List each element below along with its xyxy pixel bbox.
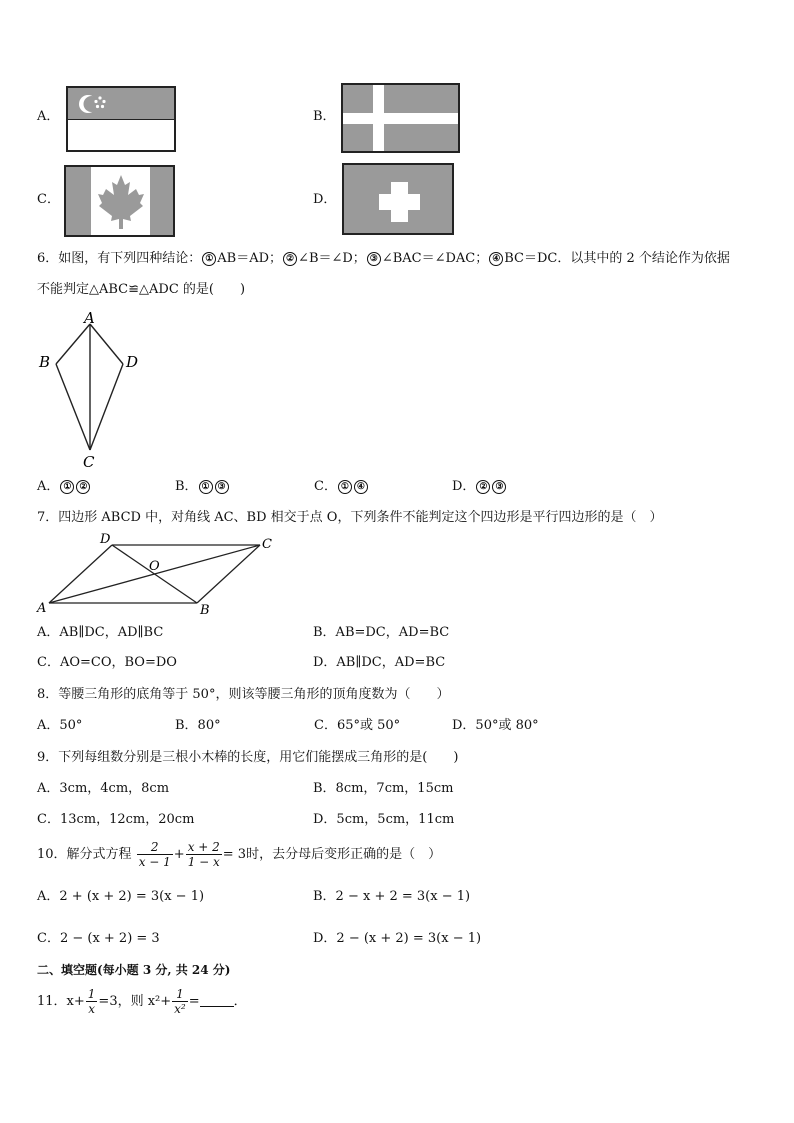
q10-f1-numerator: 2 [137, 840, 173, 855]
denmark-flag-icon [341, 83, 460, 153]
circled-2-icon: ② [476, 480, 490, 494]
q7-vertex-c: C [262, 537, 272, 552]
circled-3-icon: ③ [215, 480, 229, 494]
circled-3-icon: ③ [492, 480, 506, 494]
q7-option-a: A．AB∥DC，AD∥BC [37, 625, 164, 640]
q6-option-b-label: B． [175, 479, 198, 494]
q8-stem: 8．等腰三角形的底角等于 50°，则该等腰三角形的顶角度数为（ ） [37, 687, 450, 702]
q6-stem-line2: 不能判定△ABC≌△ADC 的是( ) [37, 282, 246, 297]
q5-option-a-label: A． [37, 109, 60, 124]
q6-vertex-d: D [126, 353, 139, 371]
q5-option-d-label: D． [313, 192, 337, 207]
q10-option-d: D．2 − (x + 2) = 3(x − 1) [313, 931, 482, 946]
q10-stem [37, 837, 441, 873]
q11-prefix: 11．x+ [37, 994, 85, 1009]
q6-option-c-label: C． [314, 479, 337, 494]
q6-stem-line1 [37, 251, 730, 267]
q6-option-d-label: D． [452, 479, 476, 494]
q11-middle: =3，则 x²+ [98, 994, 172, 1009]
q6-option-c [314, 479, 369, 495]
q9-option-a: A．3cm，4cm，8cm [37, 781, 170, 796]
q5-option-c-label: C． [37, 192, 60, 207]
q10-f2-denominator: 1 − x [187, 855, 220, 869]
circled-4-icon: ④ [489, 252, 503, 266]
q7-option-d: D．AB∥DC，AD=BC [313, 655, 446, 670]
q10-option-b: B．2 − x + 2 = 3(x − 1) [313, 889, 471, 904]
q6-statement-1: AB＝AD； [217, 251, 283, 266]
q11-f2-denominator: x² [174, 1002, 186, 1016]
q11-end: ． [233, 994, 247, 1009]
q10-plus: + [173, 847, 185, 862]
q9-stem: 9．下列每组数分别是三根小木棒的长度，用它们能摆成三角形的是( ) [37, 750, 459, 765]
q6-stem-text: 6．如图，有下列四种结论： [37, 251, 202, 266]
circled-2-icon: ② [76, 480, 90, 494]
q7-point-o: O [149, 559, 160, 574]
q7-parallelogram-figure [34, 532, 284, 618]
q11-answer-blank[interactable] [200, 994, 234, 1007]
circled-1-icon: ① [338, 480, 352, 494]
q10-option-c: C．2 − (x + 2) = 3 [37, 931, 160, 946]
q7-option-c: C．AO=CO，BO=DO [37, 655, 177, 670]
q9-option-b: B．8cm，7cm，15cm [313, 781, 454, 796]
canada-flag-icon [64, 165, 175, 237]
q7-option-b: B．AB=DC，AD=BC [313, 625, 450, 640]
q11-fraction-2 [172, 987, 188, 1016]
q10-f2-numerator: x + 2 [187, 840, 220, 854]
q6-vertex-b: B [39, 353, 51, 371]
circled-2-icon: ② [283, 252, 297, 266]
q11-stem [37, 984, 247, 1020]
switzerland-flag-icon [342, 163, 454, 235]
q8-option-b: B．80° [175, 718, 221, 733]
section-2-title: 二、填空题(每小题 3 分, 共 24 分) [37, 963, 231, 977]
q6-option-a [37, 479, 91, 495]
q6-statement-2: ∠B＝∠D； [298, 251, 366, 266]
q6-option-b [175, 479, 230, 495]
q5-option-b-label: B． [313, 109, 336, 124]
q9-option-d: D．5cm，5cm，11cm [313, 812, 455, 827]
q7-vertex-b: B [200, 603, 210, 618]
q9-option-c: C．13cm，12cm，20cm [37, 812, 195, 827]
circled-1-icon: ① [202, 252, 216, 266]
q6-option-a-label: A． [37, 479, 60, 494]
q6-option-d [452, 479, 507, 495]
q11-f1-numerator: 1 [87, 987, 96, 1001]
circled-1-icon: ① [199, 480, 213, 494]
q7-vertex-d: D [100, 532, 111, 547]
q6-vertex-c: C [83, 453, 95, 471]
q7-vertex-a: A [37, 601, 47, 616]
q8-option-d: D．50°或 80° [452, 718, 539, 733]
q6-vertex-a: A [84, 309, 95, 327]
q6-statement-3: ∠BAC＝∠DAC； [381, 251, 489, 266]
q6-statement-4: BC＝DC．以其中的 2 个结论作为依据 [504, 251, 730, 266]
q10-f1-denominator: x − 1 [138, 855, 171, 869]
q7-stem: 7．四边形 ABCD 中，对角线 AC、BD 相交于点 O，下列条件不能判定这个四边形是平行四边形的是（ ） [37, 510, 663, 525]
q10-equals: = 3 [222, 847, 247, 862]
q10-option-a: A．2 + (x + 2) = 3(x − 1) [37, 889, 205, 904]
q8-option-c: C．65°或 50° [314, 718, 401, 733]
q11-equals: = [188, 994, 200, 1009]
singapore-flag-icon [66, 86, 176, 152]
q10-stem-suffix: 时，去分母后变形正确的是（ ） [246, 847, 442, 862]
circled-4-icon: ④ [354, 480, 368, 494]
circled-1-icon: ① [60, 480, 74, 494]
q6-kite-figure [36, 308, 146, 473]
q10-fraction-1 [137, 840, 173, 869]
q11-f1-denominator: x [88, 1002, 95, 1016]
q10-fraction-2 [186, 840, 222, 869]
q11-f2-numerator: 1 [172, 987, 188, 1002]
circled-3-icon: ③ [367, 252, 381, 266]
q10-stem-prefix: 10．解分式方程 [37, 847, 132, 862]
q8-option-a: A．50° [37, 718, 83, 733]
q11-fraction-1 [86, 987, 98, 1016]
